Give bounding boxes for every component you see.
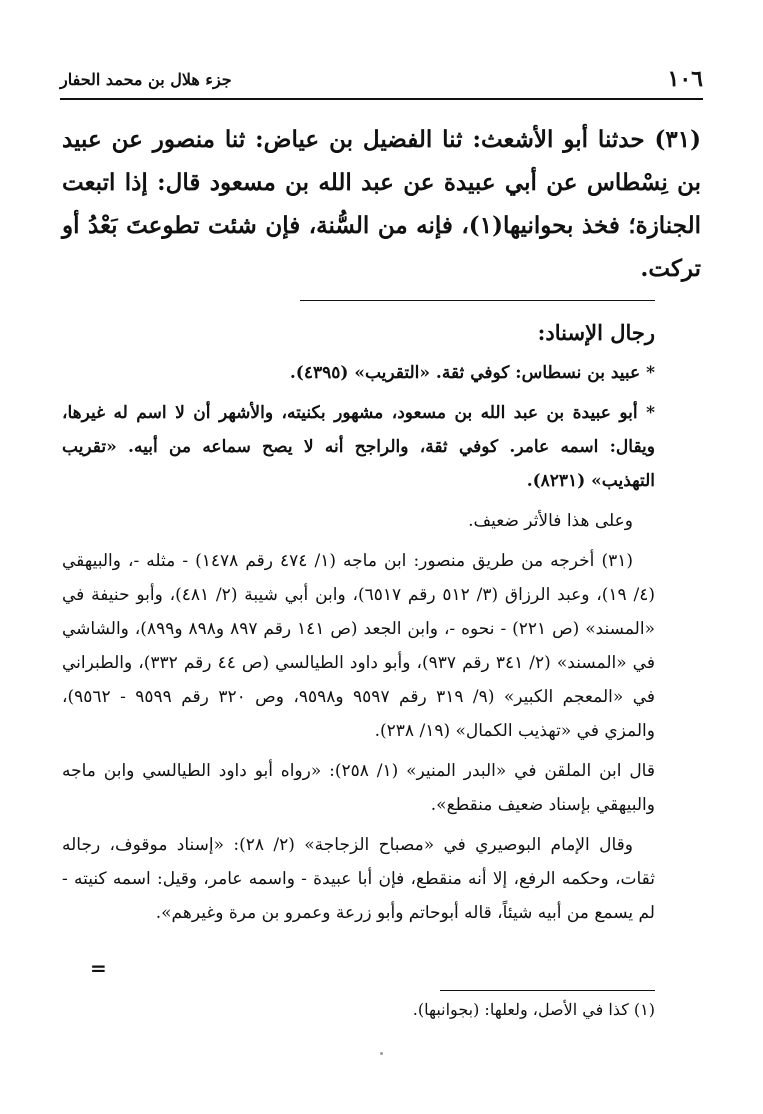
busiri-quote: وقال الإمام البوصيري في «مصباح الزجاجة» (٢/ ٢٨): «إسناد موقوف، رجاله ثقات، وحكمه الرفع، إلا أنه منقطع، فإن أبا عبيدة - واسمه عامر، وقيل: اسمه كنيته - لم يسمع من أبيه شيئاً، قاله أبوحاتم وأبو زرعة وعمرو بن مرة وغيرهم». [62, 835, 655, 923]
narrator-entry-ubaid: * عبيد بن نسطاس: كوفي ثقة. «التقريب» (٤٣٩٥). [289, 363, 655, 383]
footnote: (١) كذا في الأصل، ولعلها: (بجوانبها). [412, 1000, 655, 1019]
narrator-entry-abu-ubaida: * أبو عبيدة بن عبد الله بن مسعود، مشهور بكنيته، والأشهر أن لا اسم له غيرها، ويقال: اسمه عامر. كوفي ثقة، والراجح أنه لا يصح سماعه من أبيه. «تقريب التهذيب» (٨٢٣١). [62, 403, 655, 491]
running-title: جزء هلال بن محمد الحفار [60, 70, 232, 89]
scan-speck [380, 1052, 383, 1055]
ibn-mulaqqin-quote: قال ابن الملقن في «البدر المنير» (١/ ٢٥٨): «رواه أبو داود الطيالسي وابن ماجه والبيهقي بإسناد ضعيف منقطع». [62, 761, 655, 815]
page-number: ١٠٦ [667, 66, 703, 92]
section-title: رجال الإسناد: [537, 320, 655, 345]
takhrij-paragraph: (٣١) أخرجه من طريق منصور: ابن ماجه (١/ ٤٧٤ رقم ١٤٧٨) - مثله -، والبيهقي (٤/ ١٩)، وعبد الرزاق (٣/ ٥١٢ رقم ٦٥١٧)، وابن أبي شيبة (٢/ ٤٨١)، وأبو حنيفة في «المسند» (ص ٢٢١) - نحوه -، وابن الجعد (ص ١٤١ رقم ٨٩٧ و٨٩٨ و٨٩٩)، والشاشي في «المسند» (٢/ ٣٤١ رقم ٩٣٧)، وأبو داود الطيالسي (ص ٤٤ رقم ٣٣٢)، والطبراني في «المعجم الكبير» (٩/ ٣١٩ رقم ٩٥٩٧ و٩٥٩٨، وص ٣٢٠ رقم ٩٥٩٩ - ٩٥٦٢)، والمزي في «تهذيب الكمال» (١٩/ ٢٣٨). [62, 551, 655, 741]
hadith-text: (٣١) حدثنا أبو الأشعث: ثنا الفضيل بن عياض: ثنا منصور عن عبيد بن نِسْطاس عن أبي عبيدة عن عبد الله بن مسعود قال: إذا اتبعت الجنازة؛ فخذ بحوانيها(١)، فإنه من السُّنة، فإن شئت تطوعتَ بَعْدُ أو تركت. [62, 126, 701, 282]
footnote-divider [440, 990, 655, 991]
verdict-paragraph: وعلى هذا فالأثر ضعيف. [468, 511, 633, 531]
continuation-mark: = [90, 956, 107, 980]
section-divider [300, 300, 655, 301]
commentary-body [62, 356, 655, 936]
page-header [60, 64, 703, 100]
